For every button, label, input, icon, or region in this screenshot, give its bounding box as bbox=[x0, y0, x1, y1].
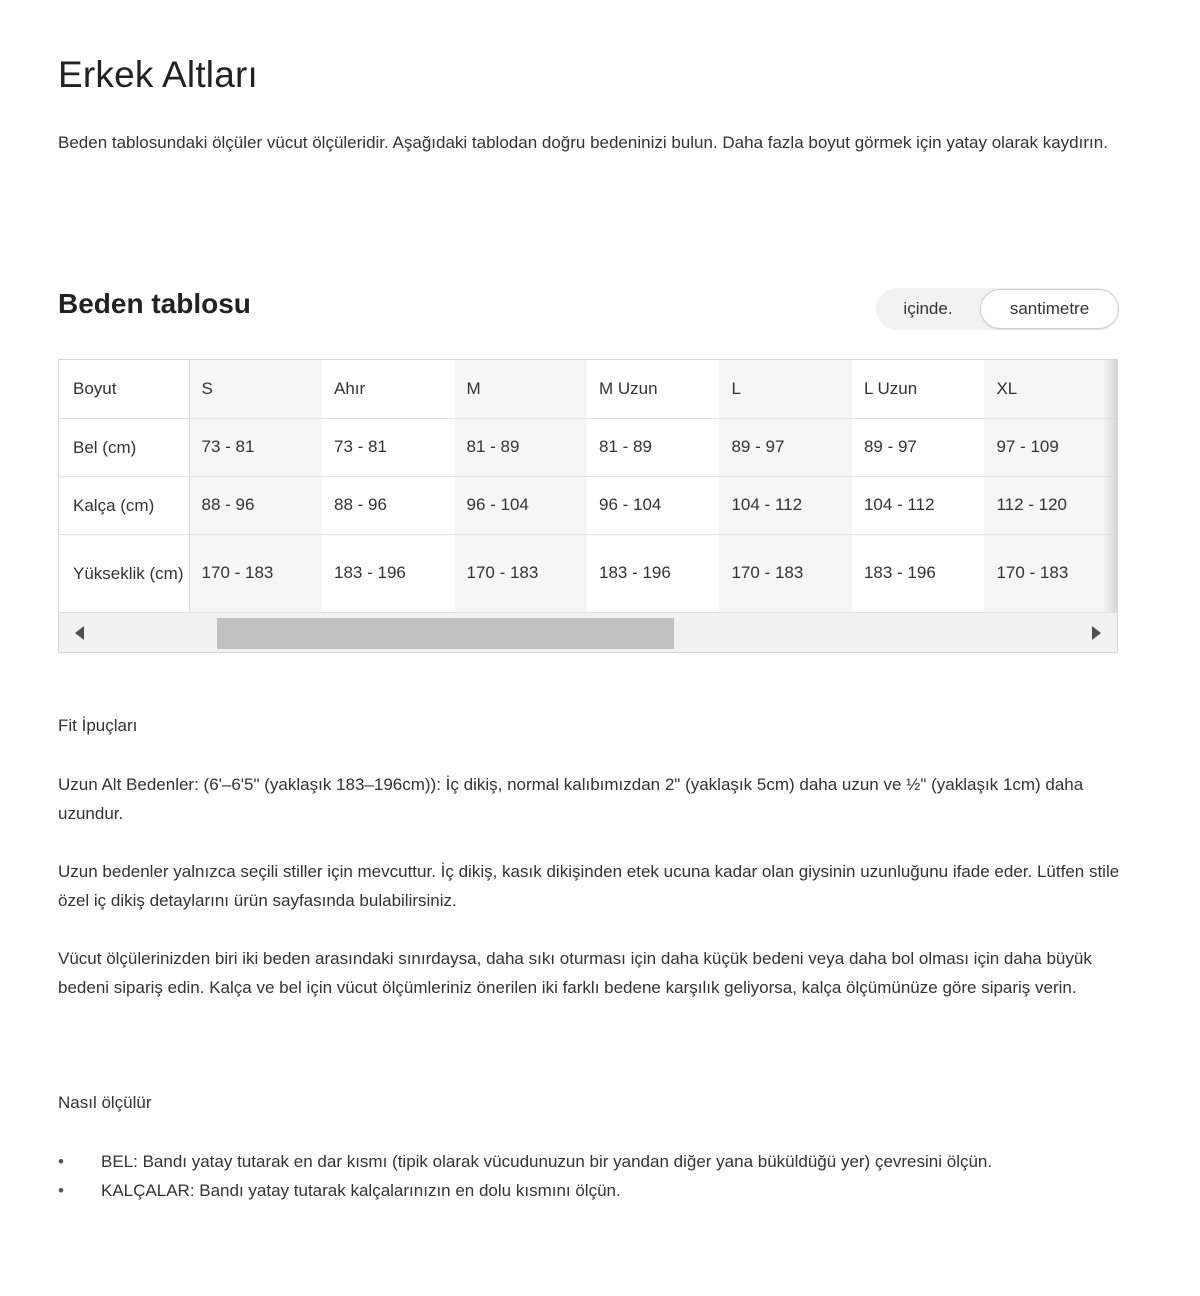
bullet: • bbox=[58, 1181, 64, 1200]
table-row-hip bbox=[59, 476, 1117, 534]
table-cell: 73 - 81 bbox=[189, 418, 322, 476]
table-row-size bbox=[59, 360, 1117, 418]
table-cell: 88 - 96 bbox=[189, 476, 322, 534]
list-item bbox=[58, 1176, 1138, 1205]
page-title: Erkek Altları bbox=[58, 54, 258, 95]
fit-tips-heading: Fit İpuçları bbox=[58, 716, 138, 735]
list-item-text: BEL: Bandı yatay tutarak en dar kısmı (tipik olarak vücudunuzun bir yandan diğer yana büküldüğü yer) çevresini ölçün. bbox=[101, 1152, 993, 1171]
row-header: Bel (cm) bbox=[59, 418, 189, 476]
table-cell: 81 - 89 bbox=[587, 418, 719, 476]
row-header: Yükseklik (cm) bbox=[59, 534, 189, 612]
how-to-measure-heading: Nasıl ölçülür bbox=[58, 1093, 152, 1112]
list-item-text: KALÇALAR: Bandı yatay tutarak kalçalarınızın en dolu kısmını ölçün. bbox=[101, 1181, 621, 1200]
fit-tips-paragraph: Vücut ölçülerinizden biri iki beden arasındaki sınırdaysa, daha sıkı oturması için daha küçük bedeni veya daha bol olması için daha büyük bedeni sipariş edin. Kalça ve bel için vücut ölçümleriniz önerilen iki farklı bedene karşılık geliyorsa, kalça ölçümünüze göre sipariş verin. bbox=[58, 949, 1092, 997]
table-cell: 170 - 183 bbox=[455, 534, 587, 612]
size-table-container bbox=[58, 359, 1118, 653]
table-cell: 89 - 97 bbox=[719, 418, 851, 476]
table-cell: 89 - 97 bbox=[852, 418, 984, 476]
table-cell: 104 - 112 bbox=[719, 476, 851, 534]
unit-inch-option[interactable]: içinde. bbox=[903, 299, 953, 318]
table-cell: 183 - 196 bbox=[587, 534, 719, 612]
intro-text: Beden tablosundaki ölçüler vücut ölçüleridir. Aşağıdaki tablodan doğru bedeninizi bulun. Daha fazla boyut görmek için yatay olarak kaydırın. bbox=[58, 133, 1108, 152]
table-cell: 170 - 183 bbox=[984, 534, 1117, 612]
table-cell: 88 - 96 bbox=[322, 476, 454, 534]
table-cell: 96 - 104 bbox=[587, 476, 719, 534]
table-cell: 183 - 196 bbox=[322, 534, 454, 612]
scroll-left-button[interactable] bbox=[59, 613, 99, 653]
table-cell: Ahır bbox=[322, 360, 454, 418]
triangle-right-icon bbox=[1092, 626, 1101, 640]
table-cell: 81 - 89 bbox=[455, 418, 587, 476]
row-header: Boyut bbox=[59, 360, 189, 418]
size-chart-title: Beden tablosu bbox=[58, 288, 251, 319]
horizontal-scrollbar[interactable] bbox=[59, 612, 1117, 653]
table-row-height bbox=[59, 534, 1117, 612]
table-cell: M Uzun bbox=[587, 360, 719, 418]
table-cell: 73 - 81 bbox=[322, 418, 454, 476]
size-table bbox=[59, 360, 1117, 612]
table-cell: XL bbox=[984, 360, 1117, 418]
scroll-fade bbox=[1103, 360, 1117, 612]
table-cell: 112 - 120 bbox=[984, 476, 1117, 534]
table-row-waist bbox=[59, 418, 1117, 476]
triangle-left-icon bbox=[75, 626, 84, 640]
unit-cm-option[interactable]: santimetre bbox=[980, 289, 1119, 329]
row-header: Kalça (cm) bbox=[59, 476, 189, 534]
table-cell: L bbox=[719, 360, 851, 418]
list-item bbox=[58, 1147, 1138, 1176]
unit-toggle bbox=[876, 288, 1119, 330]
bullet: • bbox=[58, 1152, 64, 1171]
table-cell: 104 - 112 bbox=[852, 476, 984, 534]
measure-list bbox=[58, 1147, 1138, 1205]
table-cell: M bbox=[455, 360, 587, 418]
table-cell: 170 - 183 bbox=[719, 534, 851, 612]
table-cell: S bbox=[189, 360, 322, 418]
scrollbar-thumb[interactable] bbox=[217, 618, 674, 649]
table-cell: 183 - 196 bbox=[852, 534, 984, 612]
table-cell: 96 - 104 bbox=[455, 476, 587, 534]
fit-tips-paragraph: Uzun Alt Bedenler: (6'–6'5" (yaklaşık 183–196cm)): İç dikiş, normal kalıbımızdan 2" (yaklaşık 5cm) daha uzun ve ½" (yaklaşık 1cm) daha uzundur. bbox=[58, 775, 1084, 823]
fit-tips-paragraph: Uzun bedenler yalnızca seçili stiller için mevcuttur. İç dikiş, kasık dikişinden etek ucuna kadar olan giysinin uzunluğunu ifade eder. Lütfen stile özel iç dikiş detaylarını ürün sayfasında bulabilirsiniz. bbox=[58, 862, 1120, 910]
scroll-right-button[interactable] bbox=[1077, 613, 1117, 653]
table-cell: L Uzun bbox=[852, 360, 984, 418]
table-cell: 170 - 183 bbox=[189, 534, 322, 612]
table-cell: 97 - 109 bbox=[984, 418, 1117, 476]
